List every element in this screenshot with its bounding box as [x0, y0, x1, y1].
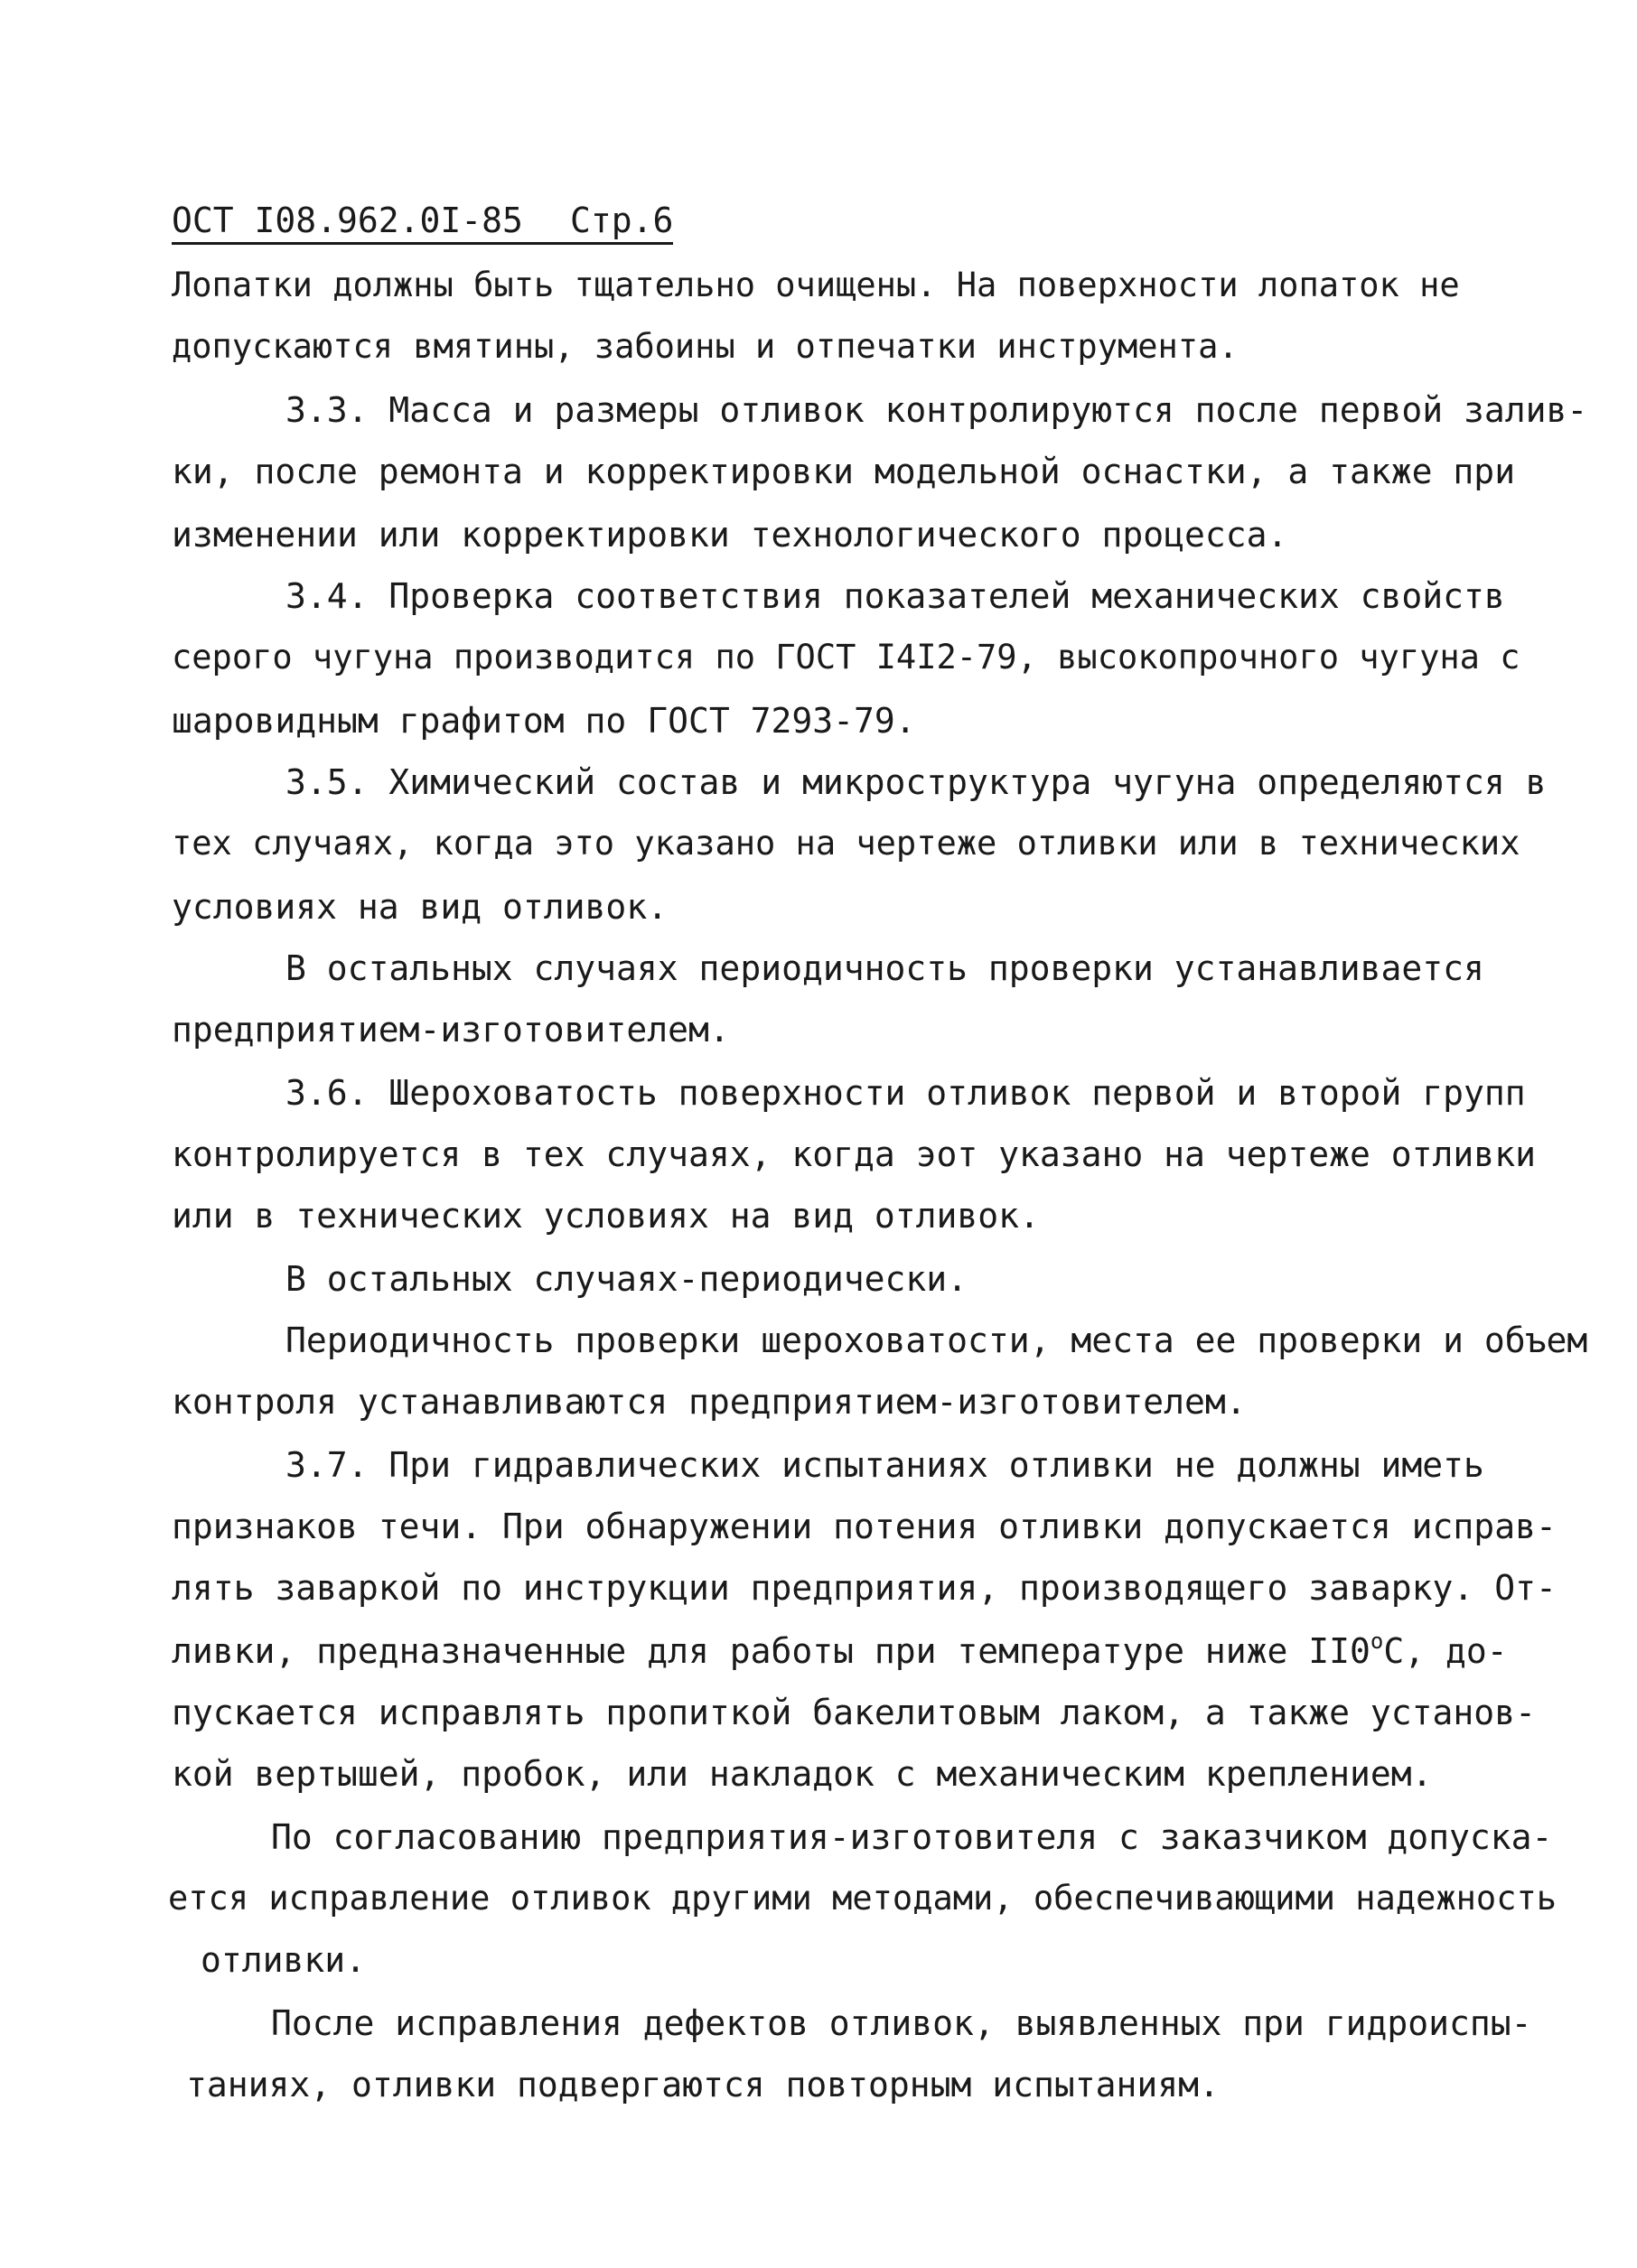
text-line: В остальных случаях-периодически.	[285, 1259, 968, 1299]
text-line: шаровидным графитом по ГОСТ 7293-79.	[172, 701, 916, 741]
text-line: контроля устанавливаются предприятием-изготовителем.	[172, 1382, 1247, 1422]
text-line: лять заваркой по инструкции предприятия, производящего заварку. От-	[172, 1568, 1557, 1608]
text-line: пускается исправлять пропиткой бакелитовым лаком, а также установ-	[172, 1693, 1536, 1732]
text-line: Лопатки должны быть тщательно очищены. На поверхности лопаток не	[172, 266, 1460, 304]
text-line: 3.4. Проверка соответствия показателей механических свойств	[285, 576, 1505, 616]
text-line: ки, после ремонта и корректировки модельной оснастки, а также при	[172, 452, 1516, 491]
text-segment: ливки, предназначенные для работы при температуре ниже II0	[172, 1631, 1370, 1671]
text-segment: С, до-	[1383, 1631, 1508, 1671]
document-code: ОСТ I08.962.0I-85	[172, 201, 523, 240]
text-line: Периодичность проверки шероховатости, места ее проверки и объем	[285, 1321, 1588, 1360]
page-header	[172, 201, 673, 245]
text-line: В остальных случаях периодичность проверки устанавливается	[285, 948, 1484, 988]
text-line: ется исправление отливок другими методами, обеспечивающими надежность	[168, 1879, 1557, 1918]
text-line: 3.7. При гидравлических испытаниях отливки не должны иметь	[285, 1445, 1484, 1485]
text-line: 3.6. Шероховатость поверхности отливок первой и второй групп	[285, 1073, 1526, 1113]
text-line: контролируется в тех случаях, когда эот указано на чертеже отливки	[172, 1134, 1536, 1174]
text-line: По согласованию предприятия-изготовителя с заказчиком допуска-	[271, 1817, 1553, 1857]
text-line: условиях на вид отливок.	[172, 887, 669, 927]
text-line: предприятием-изготовителем.	[172, 1010, 730, 1050]
text-line: отливки.	[201, 1940, 367, 1980]
text-line-with-superscript	[172, 1631, 1508, 1671]
text-line: таниях, отливки подвергаются повторным испытаниям.	[186, 2065, 1220, 2105]
page-number: Стр.6	[569, 201, 674, 240]
text-line: 3.3. Масса и размеры отливок контролируются после первой залив-	[285, 390, 1588, 430]
text-line: После исправления дефектов отливок, выявленных при гидроиспы-	[271, 2003, 1532, 2043]
text-line: признаков течи. При обнаружении потения отливки допускается исправ-	[172, 1507, 1557, 1546]
text-line: или в технических условиях на вид отливок.	[172, 1196, 1040, 1236]
text-line: изменении или корректировки технологического процесса.	[172, 515, 1288, 555]
text-line: серого чугуна производится по ГОСТ I4I2-79, высокопрочного чугуна с	[172, 638, 1520, 677]
degree-superscript: o	[1370, 1629, 1384, 1654]
text-line: допускаются вмятины, забоины и отпечатки инструмента.	[172, 327, 1239, 366]
text-line: кой вертышей, пробок, или накладок с механическим креплением.	[172, 1754, 1433, 1794]
text-line: 3.5. Химический состав и микроструктура чугуна определяются в	[285, 762, 1547, 802]
text-line: тех случаях, когда это указано на чертеже отливки или в технических	[172, 824, 1520, 863]
